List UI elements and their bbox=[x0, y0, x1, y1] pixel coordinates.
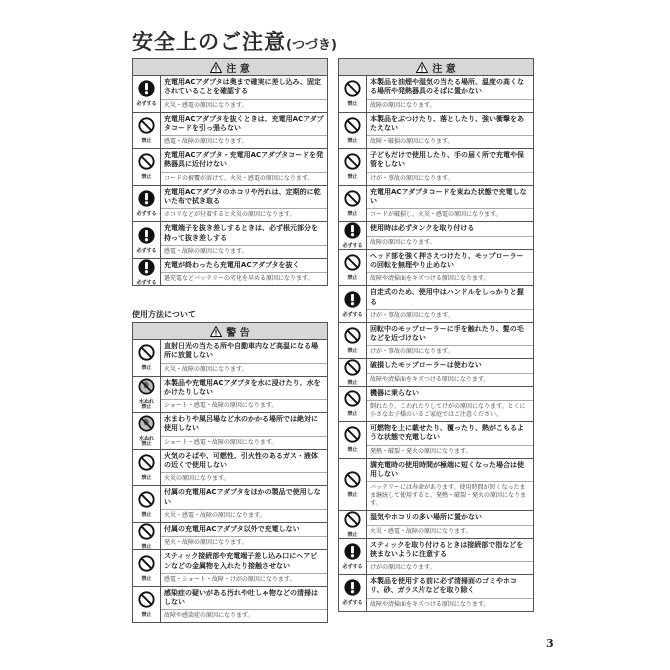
notice-detail: けが・事故の原因になります。 bbox=[370, 348, 454, 356]
notice-heading: 本製品を油煙や湿気の当たる場所、温度の高くなる場所や発熱器具のそばに置かない bbox=[366, 76, 533, 100]
notice-icon-cell bbox=[133, 259, 161, 285]
notice-text bbox=[160, 340, 327, 376]
notice-icon-cell bbox=[133, 550, 161, 586]
notice-text bbox=[366, 149, 533, 185]
notice-row bbox=[339, 76, 533, 113]
notice-icon-label: 必ずする bbox=[342, 600, 363, 607]
notice-row bbox=[339, 250, 533, 287]
notice-row bbox=[339, 222, 533, 249]
notice-text bbox=[160, 222, 327, 258]
notice-icon-cell bbox=[133, 413, 161, 449]
table-header bbox=[133, 59, 327, 76]
notice-icon-label: 禁止 bbox=[141, 365, 152, 372]
prohibition-icon bbox=[138, 344, 155, 365]
notice-detail: 故障や感染症の原因になります。 bbox=[164, 612, 254, 620]
notice-detail: バッテリーには寿命があります。使用時間が短くなったまま継続して使用すると、発熱・破裂・発火の原因になります。 bbox=[370, 484, 527, 508]
notice-row bbox=[133, 113, 327, 150]
notice-row bbox=[339, 359, 533, 386]
table-header bbox=[339, 59, 533, 76]
notice-icon-label: 禁止 bbox=[141, 511, 152, 518]
notice-row bbox=[133, 413, 327, 450]
notice-icon-label: 水ぬれ bbox=[138, 399, 154, 406]
notice-text bbox=[160, 149, 327, 185]
notice-detail: コードの被覆が溶けて、火災・感電の原因になります。 bbox=[164, 174, 314, 182]
notice-row bbox=[339, 511, 533, 538]
notice-icon-label: 禁止 bbox=[141, 543, 152, 550]
prohibition-icon bbox=[344, 254, 361, 275]
notice-detail: 発火・故障の原因になります。 bbox=[164, 539, 248, 547]
warning-triangle-icon bbox=[210, 326, 222, 337]
prohibition-icon bbox=[344, 190, 361, 211]
prohibition-icon bbox=[138, 153, 155, 174]
notice-detail: 火災の原因になります。 bbox=[164, 475, 230, 483]
notice-heading: 火気のそばや、可燃性、引火性のあるガス・液体の近くで使用しない bbox=[160, 450, 327, 474]
notice-icon-label: 禁止 bbox=[141, 137, 152, 144]
notice-icon-cell bbox=[339, 459, 367, 511]
notice-icon-cell bbox=[339, 286, 367, 322]
notice-icon-label: 必ずする bbox=[342, 563, 363, 570]
notice-icon-label: 必ずする bbox=[342, 243, 363, 250]
notice-text bbox=[366, 113, 533, 149]
notice-row bbox=[133, 186, 327, 223]
notice-heading: 付属の充電用ACアダプタ以外で充電しない bbox=[160, 523, 327, 537]
table-header-label: 注 意 bbox=[432, 63, 456, 75]
notice-detail: 感電・故障の原因になります。 bbox=[164, 247, 248, 255]
notice-row bbox=[339, 286, 533, 323]
notice-text bbox=[160, 113, 327, 149]
notice-icon-cell bbox=[339, 422, 367, 458]
notice-heading: ヘッド部を強く押さえつけたり、モップローラーの回転を無理やり止めない bbox=[366, 250, 533, 274]
notice-icon-label: 禁止 bbox=[347, 137, 358, 144]
notice-heading: 本製品をぶつけたり、落としたり、強い衝撃をあたえない bbox=[366, 113, 533, 137]
notice-icon-cell bbox=[133, 76, 161, 112]
notice-icon-cell bbox=[133, 587, 161, 623]
mandatory-icon bbox=[138, 80, 155, 101]
notice-heading: 充電用ACアダプタを抜くときは、充電用ACアダプタコードを引っ張らない bbox=[160, 113, 327, 137]
notice-heading: 直射日光の当たる所や自動車内など高温になる場所に放置しない bbox=[160, 340, 327, 364]
notice-detail: 故障や清掃面をキズつける原因になります。 bbox=[370, 375, 490, 383]
notice-icon-label: 禁止 bbox=[347, 531, 358, 538]
notice-row bbox=[133, 486, 327, 523]
notice-icon-label: 禁止 bbox=[141, 575, 152, 582]
notice-detail: 故障の原因になります。 bbox=[370, 101, 436, 109]
notice-row bbox=[339, 459, 533, 512]
notice-icon-label: 禁止 bbox=[347, 101, 358, 108]
notice-row bbox=[133, 259, 327, 285]
notice-detail: 火災・故障の原因になります。 bbox=[164, 365, 248, 373]
notice-text bbox=[366, 575, 533, 611]
notice-heading: 充電用ACアダプタ・充電用ACアダプタコードを発熱器具に近付けない bbox=[160, 149, 327, 173]
section-label: 使用方法について bbox=[132, 310, 196, 319]
page-title-sub: (つづき) bbox=[286, 38, 337, 53]
notice-heading: 本製品や充電用ACアダプタを水に浸けたり、水をかけたりしない bbox=[160, 377, 327, 401]
notice-row bbox=[133, 523, 327, 550]
notice-row bbox=[133, 76, 327, 113]
notice-detail: 火災・感電の原因になります。 bbox=[164, 101, 248, 109]
notice-text bbox=[366, 250, 533, 286]
notice-row bbox=[133, 550, 327, 587]
notice-text bbox=[160, 486, 327, 522]
notice-icon-label: 必ずする bbox=[342, 311, 363, 318]
notice-heading: 充電用ACアダプタコードを束ねた状態で充電しない bbox=[366, 186, 533, 210]
notice-text bbox=[160, 259, 327, 285]
notice-row bbox=[339, 186, 533, 223]
notice-text bbox=[160, 550, 327, 586]
notice-icon-label: 禁止 bbox=[141, 174, 152, 181]
notice-icon-cell bbox=[133, 222, 161, 258]
table-header-label: 注 意 bbox=[226, 63, 250, 75]
notice-icon-cell bbox=[133, 340, 161, 376]
notice-icon-label: 水ぬれ bbox=[138, 435, 154, 442]
notice-text bbox=[366, 323, 533, 359]
notice-icon-label-2: 禁止 bbox=[141, 404, 152, 411]
notice-row bbox=[339, 422, 533, 459]
notice-heading: 本製品を使用する前に必ず清掃面のゴミやホコリ、砂、ガラス片などを取り除く bbox=[366, 575, 533, 599]
warning-table-left bbox=[132, 322, 328, 623]
caution-table-left bbox=[132, 58, 328, 286]
notice-text bbox=[366, 286, 533, 322]
notice-icon-cell bbox=[133, 113, 161, 149]
mandatory-icon bbox=[344, 222, 361, 243]
notice-icon-cell bbox=[133, 377, 161, 413]
page-title: 安全上のご注意(つづき) bbox=[132, 30, 337, 54]
mandatory-icon bbox=[138, 227, 155, 248]
notice-detail: けが・事故の原因になります。 bbox=[370, 311, 454, 319]
notice-heading: 破損したモップローラーは使わない bbox=[366, 359, 533, 373]
notice-icon-label-2: 禁止 bbox=[141, 440, 152, 447]
notice-heading: 水まわりや風呂場など水のかかる場所では絶対に使用しない bbox=[160, 413, 327, 437]
prohibition-icon bbox=[344, 80, 361, 101]
notice-icon-label: 必ずする bbox=[136, 279, 157, 286]
notice-icon-cell bbox=[339, 76, 367, 112]
notice-text bbox=[366, 387, 533, 421]
notice-row bbox=[133, 450, 327, 487]
notice-icon-cell bbox=[133, 186, 161, 222]
notice-heading: 充電端子を抜き差しするときは、必ず根元部分を持って抜き差しする bbox=[160, 222, 327, 246]
notice-heading: 充電用ACアダプタは奥まで確実に差し込み、固定されていることを確認する bbox=[160, 76, 327, 100]
notice-text bbox=[366, 76, 533, 112]
notice-icon-cell bbox=[339, 149, 367, 185]
notice-icon-cell bbox=[339, 539, 367, 575]
notice-text bbox=[160, 76, 327, 112]
notice-text bbox=[366, 539, 533, 575]
notice-text bbox=[160, 450, 327, 486]
prohibition-icon bbox=[344, 390, 361, 411]
notice-icon-label: 禁止 bbox=[347, 274, 358, 281]
notice-icon-cell bbox=[339, 511, 367, 537]
notice-heading: 可燃物を上に載せたり、覆ったり、熱がこもるような状態で充電しない bbox=[366, 422, 533, 446]
prohibition-icon bbox=[138, 591, 155, 612]
page-number: 3 bbox=[546, 637, 554, 650]
notice-heading: 子どもだけで使用したり、手の届く所で充電や保管をしない bbox=[366, 149, 533, 173]
notice-heading: 自走式のため、使用中はハンドルをしっかりと握る bbox=[366, 286, 533, 310]
prohibition-icon bbox=[138, 454, 155, 475]
notice-detail: 故障の原因になります。 bbox=[370, 238, 436, 246]
notice-detail: 故障・破損の原因になります。 bbox=[370, 138, 454, 146]
notice-detail: コードが破損し、火災・感電の原因になります。 bbox=[370, 211, 502, 219]
notice-row bbox=[133, 587, 327, 623]
notice-text bbox=[160, 377, 327, 413]
notice-heading: 機器に乗らない bbox=[366, 387, 533, 401]
notice-icon-label: 禁止 bbox=[347, 411, 358, 418]
notice-icon-cell bbox=[339, 323, 367, 359]
notice-icon-label: 禁止 bbox=[347, 211, 358, 218]
notice-text bbox=[366, 222, 533, 248]
prohibition-icon bbox=[344, 117, 361, 138]
notice-row bbox=[339, 575, 533, 611]
notice-text bbox=[366, 459, 533, 511]
warning-triangle-icon bbox=[416, 62, 428, 73]
notice-row bbox=[133, 377, 327, 414]
notice-detail: 故障や清掃面をキズつける原因になります。 bbox=[370, 275, 490, 283]
notice-row bbox=[339, 323, 533, 360]
notice-text bbox=[366, 359, 533, 385]
notice-heading: 感染症の疑いがある汚れや吐しゃ物などの清掃はしない bbox=[160, 587, 327, 611]
notice-icon-cell bbox=[339, 186, 367, 222]
notice-icon-cell bbox=[339, 359, 367, 385]
notice-detail: ショート・感電・故障の原因になります。 bbox=[164, 438, 278, 446]
notice-heading: 充電が終わったら充電用ACアダプタを抜く bbox=[160, 259, 327, 273]
notice-row bbox=[133, 340, 327, 377]
notice-text bbox=[160, 186, 327, 222]
notice-icon-label: 禁止 bbox=[347, 380, 358, 387]
notice-icon-cell bbox=[339, 113, 367, 149]
notice-icon-label: 必ずする bbox=[136, 101, 157, 108]
caution-table-right bbox=[338, 58, 534, 612]
notice-row bbox=[133, 149, 327, 186]
notice-text bbox=[160, 587, 327, 623]
notice-detail: 過充電などバッテリーの劣化を早める原因になります。 bbox=[164, 275, 314, 283]
mandatory-icon bbox=[138, 190, 155, 211]
notice-icon-cell bbox=[339, 575, 367, 611]
notice-heading: 湿気やホコリの多い場所に置かない bbox=[366, 511, 533, 525]
notice-detail: けがの原因になります。 bbox=[370, 564, 436, 572]
no-wet-hands-icon bbox=[138, 415, 155, 436]
notice-icon-label: 禁止 bbox=[347, 174, 358, 181]
notice-icon-label: 禁止 bbox=[347, 348, 358, 355]
notice-text bbox=[366, 186, 533, 222]
notice-icon-cell bbox=[133, 450, 161, 486]
notice-heading: 回転中のモップローラーに手を触れたり、髪の毛などを近づけない bbox=[366, 323, 533, 347]
notice-heading: スティックを取り付けるときは接続部で指などを挟まないように注意する bbox=[366, 539, 533, 563]
notice-icon-label: 禁止 bbox=[141, 475, 152, 482]
notice-text bbox=[160, 413, 327, 449]
notice-icon-label: 必ずする bbox=[136, 247, 157, 254]
prohibition-icon bbox=[344, 471, 361, 492]
mandatory-icon bbox=[344, 543, 361, 564]
table-header bbox=[133, 323, 327, 340]
notice-icon-cell bbox=[133, 486, 161, 522]
notice-detail: ショート・感電・故障の原因になります。 bbox=[164, 402, 278, 410]
notice-text bbox=[366, 511, 533, 537]
prohibition-icon bbox=[344, 153, 361, 174]
notice-row bbox=[339, 539, 533, 576]
notice-heading: スティック接続部や充電端子差し込み口にヘアピンなどの金属物を入れたり接触させない bbox=[160, 550, 327, 574]
warning-triangle-icon bbox=[210, 62, 222, 73]
table-header-label: 警 告 bbox=[226, 327, 250, 339]
notice-heading: 充電用ACアダプタのホコリや汚れは、定期的に乾いた布で拭き取る bbox=[160, 186, 327, 210]
notice-detail: けが・事故の原因になります。 bbox=[370, 174, 454, 182]
notice-detail: ホコリなどが付着すると火災の原因になります。 bbox=[164, 211, 296, 219]
notice-icon-label: 必ずする bbox=[136, 211, 157, 218]
notice-row bbox=[339, 149, 533, 186]
notice-text bbox=[160, 523, 327, 549]
notice-icon-cell bbox=[339, 222, 367, 248]
notice-heading: 付属の充電用ACアダプタをほかの製品で使用しない bbox=[160, 486, 327, 510]
notice-detail: 感電・故障の原因になります。 bbox=[164, 138, 248, 146]
notice-heading: 満充電時の使用時間が極端に短くなった場合は使用しない bbox=[366, 459, 533, 483]
mandatory-icon bbox=[344, 579, 361, 600]
notice-icon-cell bbox=[339, 387, 367, 421]
notice-detail: 火災・感電・故障の原因になります。 bbox=[370, 527, 472, 535]
prohibition-icon bbox=[138, 555, 155, 576]
notice-icon-label: 禁止 bbox=[347, 447, 358, 454]
prohibition-icon bbox=[138, 117, 155, 138]
notice-heading: 使用時は必ずタンクを取り付ける bbox=[366, 222, 533, 236]
notice-detail: 倒れたり、こわれたりしてけがの原因になります。とくに小さなお子様のいるご家庭ではご注意ください。 bbox=[370, 403, 526, 419]
notice-row bbox=[339, 113, 533, 150]
notice-icon-cell bbox=[133, 523, 161, 549]
notice-detail: 故障や清掃面をキズつける原因になります。 bbox=[370, 600, 490, 608]
prohibition-icon bbox=[138, 523, 155, 544]
prohibition-icon bbox=[344, 426, 361, 447]
no-wet-hands-icon bbox=[138, 378, 155, 399]
prohibition-icon bbox=[344, 359, 361, 380]
notice-detail: 発熱・破裂・発火の原因になります。 bbox=[370, 447, 472, 455]
notice-row bbox=[133, 222, 327, 259]
notice-icon-label: 禁止 bbox=[141, 612, 152, 619]
notice-row bbox=[339, 387, 533, 422]
prohibition-icon bbox=[344, 327, 361, 348]
mandatory-icon bbox=[138, 259, 155, 280]
notice-detail: 火災・感電・故障の原因になります。 bbox=[164, 511, 266, 519]
notice-icon-label: 禁止 bbox=[347, 491, 358, 498]
prohibition-icon bbox=[344, 511, 361, 532]
notice-icon-cell bbox=[339, 250, 367, 286]
notice-detail: 感電・ショート・故障・けがの原因になります。 bbox=[164, 575, 296, 583]
mandatory-icon bbox=[344, 291, 361, 312]
prohibition-icon bbox=[138, 491, 155, 512]
notice-icon-cell bbox=[133, 149, 161, 185]
notice-text bbox=[366, 422, 533, 458]
